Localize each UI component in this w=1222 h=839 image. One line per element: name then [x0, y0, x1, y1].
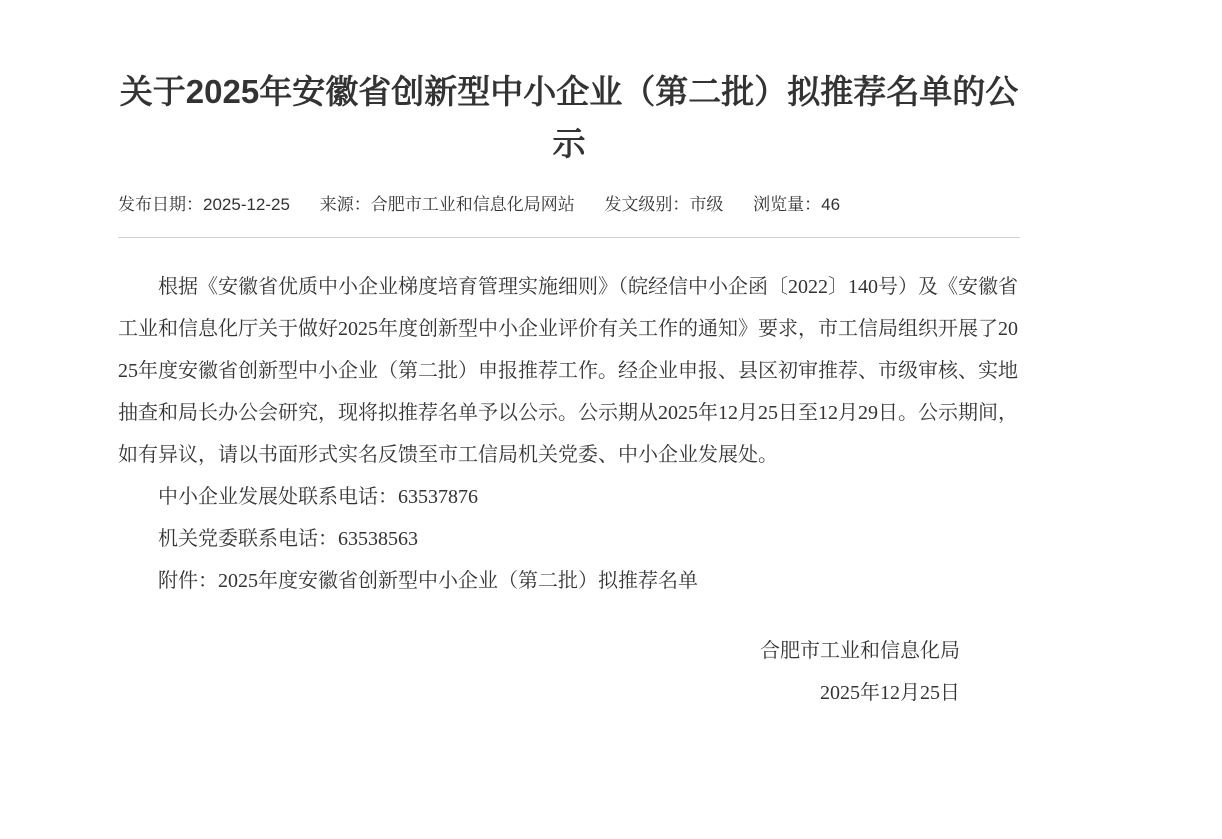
contact-phone-development-dept: 中小企业发展处联系电话：63537876 — [158, 486, 478, 509]
body-paragraph: 根据《安徽省优质中小企业梯度培育管理实施细则》（皖经信中小企函〔2022〕140号）及《安徽省工业和信息化厅关于做好2025年度创新型中小企业评价有关工作的通知》要求，市工信局组织开展了2025年度安徽省创新型中小企业（第二批）申报推荐工作。经企业申报、县区初审推荐、市级审核、实地抽查和局长办公会研究，现将拟推荐名单予以公示。公示期从2025年12月25日至12月29日。公示期间，如有异议，请以书面形式实名反馈至市工信局机关党委、中小企业发展处。 — [118, 276, 1018, 467]
meta-views-value: 46 — [821, 195, 841, 215]
meta-source-value: 合肥市工业和信息化局网站 — [370, 195, 575, 215]
signature-block — [118, 630, 1020, 714]
meta-publish-date-value: 2025-12-25 — [203, 195, 290, 215]
contact-phone-party-committee: 机关党委联系电话：63538563 — [158, 528, 418, 551]
article-meta-row — [118, 196, 1020, 213]
meta-views — [753, 196, 840, 213]
signature-org: 合肥市工业和信息化局 — [760, 640, 960, 663]
signature-date: 2025年12月25日 — [820, 682, 960, 705]
meta-publish-date-label: 发布日期： — [118, 195, 203, 215]
meta-doc-level-value: 市级 — [689, 195, 724, 215]
meta-views-label: 浏览量： — [753, 195, 822, 215]
article-page — [118, 22, 1020, 714]
meta-source-label: 来源： — [319, 195, 371, 215]
page-title: 关于2025年安徽省创新型中小企业（第二批）拟推荐名单的公示 — [119, 73, 1019, 163]
attachment-line: 附件：2025年度安徽省创新型中小企业（第二批）拟推荐名单 — [158, 570, 698, 593]
meta-publish-date — [118, 196, 290, 213]
meta-doc-level-label: 发文级别： — [604, 195, 690, 215]
meta-source — [320, 196, 575, 213]
article-body — [118, 266, 1020, 714]
meta-doc-level — [604, 196, 723, 213]
meta-divider — [118, 237, 1020, 238]
